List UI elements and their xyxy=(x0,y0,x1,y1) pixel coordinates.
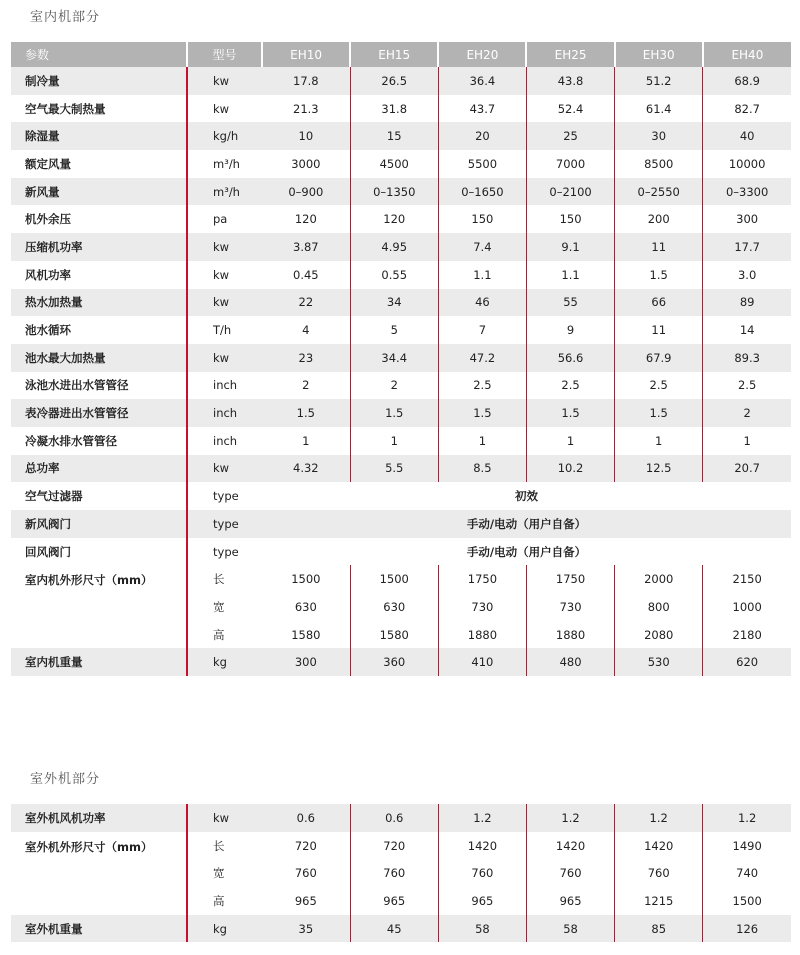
param-value: 58 xyxy=(526,915,614,943)
param-value: 4.32 xyxy=(262,455,350,483)
table-row xyxy=(11,538,791,566)
param-name: 除湿量 xyxy=(11,122,187,150)
param-value: 7 xyxy=(438,316,526,344)
param-value: 10 xyxy=(262,122,350,150)
param-value: 17.8 xyxy=(262,67,350,95)
param-name: 制冷量 xyxy=(11,67,187,95)
param-value: 2 xyxy=(350,372,438,400)
param-name: 室外机外形尺寸（mm） xyxy=(25,839,153,854)
param-value: 26.5 xyxy=(350,67,438,95)
param-value: 36.4 xyxy=(438,67,526,95)
param-value: 11 xyxy=(615,233,703,261)
table-row xyxy=(11,95,791,123)
param-value: 8.5 xyxy=(438,455,526,483)
table-row xyxy=(11,565,791,593)
param-name: 空气最大制热量 xyxy=(25,101,106,116)
param-value: 25 xyxy=(526,122,614,150)
column-header: EH20 xyxy=(438,42,526,67)
param-value: 150 xyxy=(526,205,614,233)
param-name: 室外机重量 xyxy=(11,915,187,943)
param-value: 2180 xyxy=(703,621,791,649)
param-value: 1580 xyxy=(291,627,321,642)
param-value: 9 xyxy=(526,316,614,344)
table-row xyxy=(11,289,791,317)
param-value: 8500 xyxy=(615,150,703,178)
param-value: 1.5 xyxy=(438,399,526,427)
param-value: 2.5 xyxy=(703,372,791,400)
param-value: 5 xyxy=(350,316,438,344)
param-value: 760 xyxy=(294,866,317,881)
param-value: 14 xyxy=(703,316,791,344)
param-unit: 长 xyxy=(187,832,262,860)
table-row xyxy=(11,804,791,832)
table-row xyxy=(11,510,791,538)
param-value: 1500 xyxy=(291,572,321,587)
param-value: 89.3 xyxy=(703,344,791,372)
param-value: 720 xyxy=(350,832,438,860)
param-value: 31.8 xyxy=(350,95,438,123)
param-value: 7000 xyxy=(526,150,614,178)
param-value: 0–1350 xyxy=(350,178,438,206)
param-name: 空气过滤器 xyxy=(25,489,83,504)
param-name: 风机功率 xyxy=(25,267,71,282)
param-unit: kw xyxy=(187,289,262,317)
param-value: 55 xyxy=(526,289,614,317)
param-value: 760 xyxy=(350,859,438,887)
param-value: 1.5 xyxy=(615,399,703,427)
column-header: EH15 xyxy=(350,42,438,67)
param-value: 89 xyxy=(703,289,791,317)
table-row xyxy=(11,122,791,150)
param-value: 2.5 xyxy=(615,372,703,400)
param-unit: inch xyxy=(187,399,262,427)
table-row xyxy=(11,316,791,344)
param-value: 0.45 xyxy=(293,267,319,282)
param-value: 760 xyxy=(526,859,614,887)
param-value: 965 xyxy=(294,893,317,908)
param-value: 11 xyxy=(615,316,703,344)
param-value: 1500 xyxy=(703,887,791,915)
param-value: 7.4 xyxy=(438,233,526,261)
param-value: 965 xyxy=(526,887,614,915)
param-unit: type xyxy=(187,538,262,566)
param-value: 5.5 xyxy=(350,455,438,483)
param-value: 0–1650 xyxy=(438,178,526,206)
param-value: 66 xyxy=(615,289,703,317)
param-unit: m³/h xyxy=(187,178,262,206)
param-value: 51.2 xyxy=(615,67,703,95)
table-row xyxy=(11,648,791,676)
table-row xyxy=(11,427,791,455)
param-value: 120 xyxy=(294,212,317,227)
param-value: 4500 xyxy=(350,150,438,178)
param-value: 630 xyxy=(294,599,317,614)
param-name: 压缩机功率 xyxy=(11,233,187,261)
table-row xyxy=(11,455,791,483)
param-value: 1 xyxy=(350,427,438,455)
param-unit: type xyxy=(187,510,262,538)
param-value: 82.7 xyxy=(703,95,791,123)
param-value: 760 xyxy=(615,859,703,887)
param-value: 67.9 xyxy=(615,344,703,372)
param-value: 10.2 xyxy=(526,455,614,483)
param-unit: kg xyxy=(187,915,262,943)
param-value: 1490 xyxy=(703,832,791,860)
param-name: 室外机风机功率 xyxy=(11,804,187,832)
param-value: 43.8 xyxy=(526,67,614,95)
param-value: 68.9 xyxy=(703,67,791,95)
param-value: 4 xyxy=(302,323,310,338)
param-value: 3000 xyxy=(291,156,321,171)
param-value: 5500 xyxy=(438,150,526,178)
param-value: 0–2100 xyxy=(526,178,614,206)
table-row xyxy=(11,205,791,233)
table-row xyxy=(11,344,791,372)
table-row xyxy=(11,482,791,510)
param-value: 47.2 xyxy=(438,344,526,372)
param-name: 表冷器进出水管管径 xyxy=(11,399,187,427)
param-value: 1420 xyxy=(526,832,614,860)
param-value: 58 xyxy=(438,915,526,943)
param-unit: 宽 xyxy=(187,859,262,887)
param-value: 2000 xyxy=(615,565,703,593)
param-value: 2.5 xyxy=(438,372,526,400)
param-value: 1.1 xyxy=(526,261,614,289)
indoor-section-title: 室内机部分 xyxy=(30,10,101,25)
param-value: 10000 xyxy=(703,150,791,178)
param-value: 1.5 xyxy=(262,399,350,427)
param-value: 360 xyxy=(350,648,438,676)
outdoor-section-title: 室外机部分 xyxy=(30,772,101,787)
param-value: 300 xyxy=(262,648,350,676)
table-row xyxy=(11,178,791,206)
param-unit: kw xyxy=(187,344,262,372)
table-row xyxy=(11,261,791,289)
param-value: 1 xyxy=(302,433,310,448)
column-header: EH10 xyxy=(262,42,350,67)
param-unit: inch xyxy=(187,427,262,455)
param-value: 35 xyxy=(262,915,350,943)
param-value: 2080 xyxy=(615,621,703,649)
column-header: 型号 xyxy=(187,42,262,67)
param-value: 1.5 xyxy=(350,399,438,427)
param-name: 机外余压 xyxy=(25,212,71,227)
param-value: 965 xyxy=(350,887,438,915)
param-unit: 高 xyxy=(187,621,262,649)
param-value: 730 xyxy=(438,593,526,621)
param-value: 126 xyxy=(703,915,791,943)
param-value: 480 xyxy=(526,648,614,676)
param-unit: inch xyxy=(187,372,262,400)
table-row xyxy=(11,233,791,261)
param-value: 1215 xyxy=(615,887,703,915)
param-unit: 长 xyxy=(187,565,262,593)
param-name: 室内机外形尺寸（mm） xyxy=(25,573,153,588)
param-name: 池水循环 xyxy=(25,323,71,338)
param-value: 21.3 xyxy=(293,101,319,116)
param-value: 0.6 xyxy=(350,804,438,832)
param-value: 23 xyxy=(262,344,350,372)
column-header: EH40 xyxy=(703,42,791,67)
table-row xyxy=(11,150,791,178)
param-value: 17.7 xyxy=(703,233,791,261)
param-value: 1420 xyxy=(438,832,526,860)
param-value: 760 xyxy=(438,859,526,887)
param-value: 52.4 xyxy=(526,95,614,123)
param-value: 30 xyxy=(615,122,703,150)
param-value: 34.4 xyxy=(350,344,438,372)
param-value: 40 xyxy=(703,122,791,150)
param-value: 1 xyxy=(703,427,791,455)
param-value: 1750 xyxy=(526,565,614,593)
param-value: 56.6 xyxy=(526,344,614,372)
param-value: 0–2550 xyxy=(615,178,703,206)
param-unit: kw xyxy=(187,261,262,289)
param-value: 43.7 xyxy=(438,95,526,123)
param-value: 410 xyxy=(438,648,526,676)
param-value: 0.55 xyxy=(350,261,438,289)
param-value: 1880 xyxy=(526,621,614,649)
param-unit: 宽 xyxy=(187,593,262,621)
param-value: 1.2 xyxy=(526,804,614,832)
param-value-span: 初效 xyxy=(515,489,538,504)
param-name: 冷凝水排水管管径 xyxy=(25,433,117,448)
param-value: 1.2 xyxy=(703,804,791,832)
param-name: 热水加热量 xyxy=(11,289,187,317)
outdoor-spec-table xyxy=(11,804,791,942)
param-value: 1 xyxy=(526,427,614,455)
param-value: 2 xyxy=(302,378,310,393)
param-name: 新风量 xyxy=(11,178,187,206)
param-value: 150 xyxy=(438,205,526,233)
param-unit: kw xyxy=(187,95,262,123)
indoor-spec-table xyxy=(11,42,791,676)
table-row xyxy=(11,372,791,400)
param-value: 45 xyxy=(350,915,438,943)
table-row xyxy=(11,832,791,860)
param-unit: kw xyxy=(187,233,262,261)
param-value: 0.6 xyxy=(262,804,350,832)
param-name: 新风阀门 xyxy=(11,510,187,538)
param-value: 20 xyxy=(438,122,526,150)
column-header: 参数 xyxy=(11,42,187,67)
param-value: 46 xyxy=(438,289,526,317)
param-name: 泳池水进出水管管径 xyxy=(25,378,129,393)
param-name: 额定风量 xyxy=(25,156,71,171)
param-value: 0–900 xyxy=(262,178,350,206)
param-value: 740 xyxy=(703,859,791,887)
param-unit: kg xyxy=(187,648,262,676)
param-name: 回风阀门 xyxy=(25,544,71,559)
param-value: 15 xyxy=(350,122,438,150)
param-unit: kw xyxy=(187,67,262,95)
param-value: 12.5 xyxy=(615,455,703,483)
param-unit: 高 xyxy=(187,887,262,915)
column-header: EH30 xyxy=(615,42,703,67)
param-value: 530 xyxy=(615,648,703,676)
param-value: 1 xyxy=(438,427,526,455)
param-value: 720 xyxy=(294,838,317,853)
param-value: 20.7 xyxy=(703,455,791,483)
param-value: 34 xyxy=(350,289,438,317)
param-value: 1.5 xyxy=(526,399,614,427)
param-unit: kg/h xyxy=(187,122,262,150)
param-value: 1580 xyxy=(350,621,438,649)
param-value: 200 xyxy=(615,205,703,233)
param-unit: kw xyxy=(187,804,262,832)
param-value-span: 手动/电动（用户自备） xyxy=(466,544,587,559)
param-value: 2 xyxy=(703,399,791,427)
param-value: 9.1 xyxy=(526,233,614,261)
param-unit: pa xyxy=(187,205,262,233)
param-name: 室内机重量 xyxy=(11,648,187,676)
param-value: 61.4 xyxy=(615,95,703,123)
param-value: 1.2 xyxy=(438,804,526,832)
param-unit: kw xyxy=(187,455,262,483)
param-value: 1420 xyxy=(615,832,703,860)
param-name: 总功率 xyxy=(11,455,187,483)
param-value: 22 xyxy=(262,289,350,317)
param-value: 1880 xyxy=(438,621,526,649)
param-value: 3.87 xyxy=(262,233,350,261)
param-value: 965 xyxy=(438,887,526,915)
param-value: 2.5 xyxy=(526,372,614,400)
param-value: 3.0 xyxy=(703,261,791,289)
param-value: 1500 xyxy=(350,565,438,593)
param-value: 1000 xyxy=(703,593,791,621)
column-header: EH25 xyxy=(526,42,614,67)
table-row xyxy=(11,67,791,95)
param-value-span: 手动/电动（用户自备） xyxy=(262,510,791,538)
param-value: 1.1 xyxy=(438,261,526,289)
param-value: 1 xyxy=(615,427,703,455)
param-unit: m³/h xyxy=(187,150,262,178)
param-value: 2150 xyxy=(703,565,791,593)
param-name: 池水最大加热量 xyxy=(11,344,187,372)
param-value: 300 xyxy=(703,205,791,233)
param-value: 120 xyxy=(350,205,438,233)
param-value: 800 xyxy=(615,593,703,621)
param-value: 4.95 xyxy=(350,233,438,261)
param-unit: type xyxy=(187,482,262,510)
table-row xyxy=(11,399,791,427)
table-row xyxy=(11,915,791,943)
table-header-row xyxy=(11,42,791,67)
param-value: 1.5 xyxy=(615,261,703,289)
param-value: 1.2 xyxy=(615,804,703,832)
param-value: 620 xyxy=(703,648,791,676)
param-value: 0–3300 xyxy=(703,178,791,206)
param-value: 630 xyxy=(350,593,438,621)
param-unit: T/h xyxy=(187,316,262,344)
param-value: 1750 xyxy=(438,565,526,593)
param-value: 730 xyxy=(526,593,614,621)
param-value: 85 xyxy=(615,915,703,943)
